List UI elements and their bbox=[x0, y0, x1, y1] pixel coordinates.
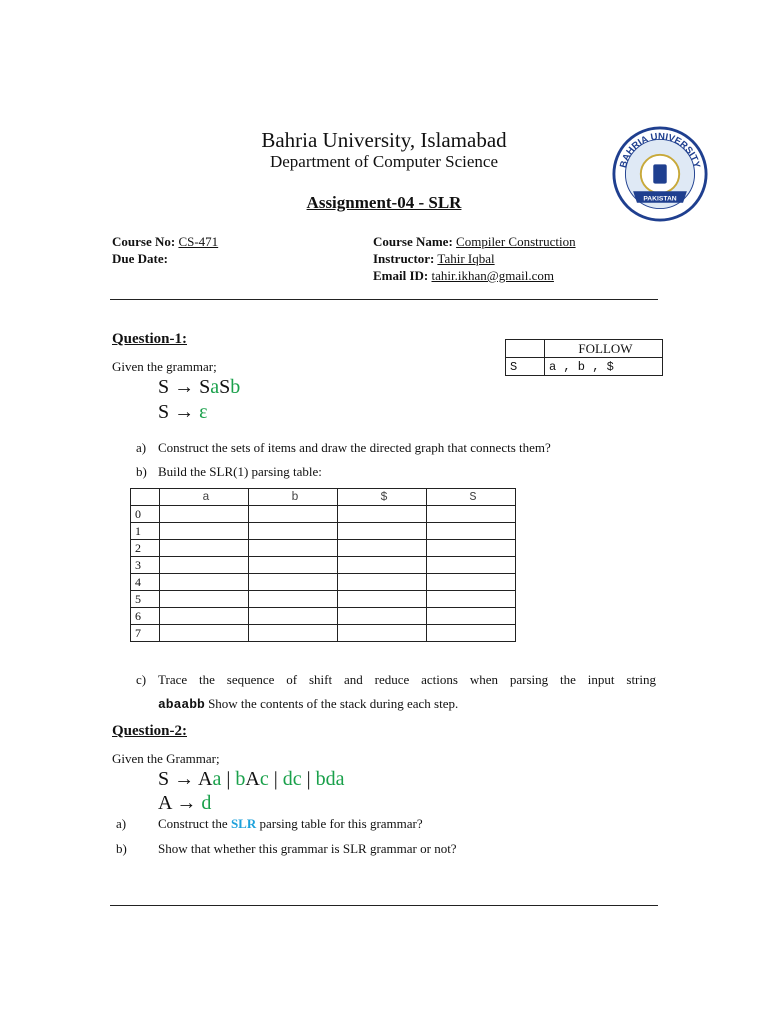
email-value[interactable]: tahir.ikhan@gmail.com bbox=[431, 268, 554, 283]
q1-rule-1-term-a: a bbox=[210, 376, 220, 398]
q2-rule-1-t4: dc bbox=[282, 768, 302, 790]
slr-cell bbox=[160, 506, 249, 523]
slr-cell bbox=[249, 608, 338, 625]
q2-rule-1-t1: a bbox=[212, 768, 222, 790]
slr-cell bbox=[338, 591, 427, 608]
slr-cell bbox=[338, 540, 427, 557]
slr-header-cell: a bbox=[160, 489, 249, 506]
q1-rule-1-sym: S bbox=[199, 376, 211, 398]
slr-state-label: 1 bbox=[131, 523, 160, 540]
slr-cell bbox=[160, 523, 249, 540]
email-label: Email ID: bbox=[373, 268, 429, 283]
q1-rule-1 bbox=[158, 376, 240, 399]
slr-header-cell bbox=[131, 489, 160, 506]
question-2-heading: Question-2: bbox=[112, 723, 187, 739]
follow-nonterminal: S bbox=[506, 358, 545, 376]
course-name-label: Course Name: bbox=[373, 234, 453, 249]
slr-cell bbox=[427, 557, 516, 574]
q1-rule-2 bbox=[158, 401, 208, 424]
q1-item-a-marker: a) bbox=[136, 440, 147, 455]
slr-cell bbox=[160, 574, 249, 591]
q1-rule-1-sym2: S bbox=[219, 376, 231, 398]
q1-item-c-marker: c) bbox=[136, 672, 147, 687]
slr-cell bbox=[160, 625, 249, 642]
slr-cell bbox=[427, 625, 516, 642]
follow-header: FOLLOW bbox=[545, 340, 663, 358]
course-no-label: Course No: bbox=[112, 234, 176, 249]
q2-item-a-pre: Construct the bbox=[158, 816, 231, 831]
slr-cell bbox=[160, 608, 249, 625]
q2-rule-2 bbox=[158, 792, 211, 815]
q2-item-a-slr: SLR bbox=[230, 816, 257, 831]
q2-rule-1-sep3: | bbox=[301, 768, 316, 790]
q2-rule-1-t2: b bbox=[235, 768, 246, 790]
slr-state-label: 2 bbox=[131, 540, 160, 557]
q2-rule-1-lhs: S → bbox=[158, 768, 199, 790]
q2-item-b-text: Show that whether this grammar is SLR grammar or not? bbox=[158, 841, 457, 856]
slr-header-cell: S bbox=[427, 489, 516, 506]
slr-cell bbox=[338, 523, 427, 540]
q1-item-c-text2: Show the contents of the stack during each step. bbox=[208, 696, 459, 711]
q1-item-c bbox=[136, 672, 656, 688]
slr-header-cell: $ bbox=[338, 489, 427, 506]
q2-rule-2-lhs: A → bbox=[158, 792, 202, 814]
q1-item-b bbox=[136, 464, 322, 480]
course-name-line bbox=[373, 233, 576, 250]
slr-cell bbox=[338, 557, 427, 574]
logo-text-bottom: PAKISTAN bbox=[643, 195, 677, 203]
university-logo bbox=[612, 126, 708, 222]
slr-cell bbox=[338, 625, 427, 642]
q1-rule-1-term-b: b bbox=[230, 376, 241, 398]
slr-state-label: 0 bbox=[131, 506, 160, 523]
slr-state-row bbox=[131, 506, 516, 523]
follow-table bbox=[505, 339, 663, 376]
q2-rule-1-nt1: A bbox=[198, 768, 213, 790]
q2-rule-1-t5: bda bbox=[315, 768, 345, 790]
q2-rule-1 bbox=[158, 768, 345, 791]
slr-state-label: 5 bbox=[131, 591, 160, 608]
course-name-value: Compiler Construction bbox=[456, 234, 576, 249]
q1-item-c-text: Trace the sequence of shift and reduce actions when parsing the input string bbox=[158, 672, 656, 687]
slr-state-row bbox=[131, 625, 516, 642]
slr-state-label: 3 bbox=[131, 557, 160, 574]
q2-item-a bbox=[116, 816, 423, 832]
slr-header-cell: b bbox=[249, 489, 338, 506]
q1-item-a bbox=[136, 440, 551, 456]
footer-divider bbox=[110, 905, 658, 906]
instructor-label: Instructor: bbox=[373, 251, 435, 266]
logo-text-top: BAHRIA UNIVERSITY bbox=[617, 131, 702, 170]
slr-state-row bbox=[131, 557, 516, 574]
slr-cell bbox=[160, 557, 249, 574]
instructor-value: Tahir Iqbal bbox=[437, 251, 495, 266]
due-date-line bbox=[112, 250, 168, 267]
instructor-line bbox=[373, 250, 495, 267]
university-title: Bahria University, Islamabad bbox=[261, 128, 507, 152]
slr-cell bbox=[427, 540, 516, 557]
q1-input-string: abaabb bbox=[158, 697, 205, 712]
question-1-heading: Question-1: bbox=[112, 331, 187, 347]
slr-cell bbox=[249, 625, 338, 642]
slr-cell bbox=[427, 591, 516, 608]
assignment-title: Assignment-04 - SLR bbox=[306, 193, 462, 212]
header-divider bbox=[110, 299, 658, 300]
slr-cell bbox=[338, 574, 427, 591]
q2-rule-1-sep1: | bbox=[221, 768, 236, 790]
slr-cell bbox=[427, 523, 516, 540]
follow-value: a , b , $ bbox=[545, 358, 663, 376]
q1-rule-2-epsilon: ε bbox=[199, 401, 208, 423]
slr-state-label: 4 bbox=[131, 574, 160, 591]
question-1-intro: Given the grammar; bbox=[112, 359, 217, 374]
course-no-line bbox=[112, 233, 218, 250]
follow-corner-cell bbox=[506, 340, 545, 358]
q2-item-b-marker: b) bbox=[116, 841, 127, 856]
slr-cell bbox=[160, 591, 249, 608]
department-title: Department of Computer Science bbox=[269, 152, 498, 171]
email-line bbox=[373, 267, 554, 284]
slr-cell bbox=[427, 506, 516, 523]
slr-state-row bbox=[131, 540, 516, 557]
q2-rule-1-t3: c bbox=[259, 768, 269, 790]
slr-cell bbox=[160, 540, 249, 557]
slr-cell bbox=[249, 557, 338, 574]
q2-item-b bbox=[116, 841, 457, 857]
q2-rule-2-t: d bbox=[201, 792, 212, 814]
slr-state-row bbox=[131, 523, 516, 540]
question-2-intro: Given the Grammar; bbox=[112, 751, 220, 766]
slr-parsing-table bbox=[130, 488, 516, 642]
slr-cell bbox=[249, 506, 338, 523]
slr-cell bbox=[427, 608, 516, 625]
slr-cell bbox=[338, 608, 427, 625]
slr-cell bbox=[249, 523, 338, 540]
slr-cell bbox=[338, 506, 427, 523]
q1-item-a-text: Construct the sets of items and draw the directed graph that connects them? bbox=[158, 440, 551, 455]
slr-state-row bbox=[131, 574, 516, 591]
slr-state-label: 7 bbox=[131, 625, 160, 642]
q1-item-c-line2 bbox=[158, 696, 458, 712]
slr-cell bbox=[427, 574, 516, 591]
q2-item-a-marker: a) bbox=[116, 816, 127, 831]
due-date-label: Due Date: bbox=[112, 251, 168, 266]
q2-rule-1-sep2: | bbox=[268, 768, 283, 790]
slr-state-label: 6 bbox=[131, 608, 160, 625]
course-no-value: CS-471 bbox=[178, 234, 219, 249]
q1-rule-1-lhs: S → bbox=[158, 376, 200, 398]
slr-state-row bbox=[131, 608, 516, 625]
slr-cell bbox=[249, 574, 338, 591]
q1-item-b-text: Build the SLR(1) parsing table: bbox=[158, 464, 322, 479]
q2-item-a-text bbox=[158, 816, 423, 832]
slr-cell bbox=[249, 591, 338, 608]
q1-rule-2-lhs: S → bbox=[158, 401, 200, 423]
q1-item-b-marker: b) bbox=[136, 464, 147, 479]
slr-cell bbox=[249, 540, 338, 557]
slr-state-row bbox=[131, 591, 516, 608]
slr-header-row bbox=[131, 489, 516, 506]
q2-item-a-post: parsing table for this grammar? bbox=[256, 816, 423, 831]
q2-rule-1-nt2: A bbox=[245, 768, 260, 790]
